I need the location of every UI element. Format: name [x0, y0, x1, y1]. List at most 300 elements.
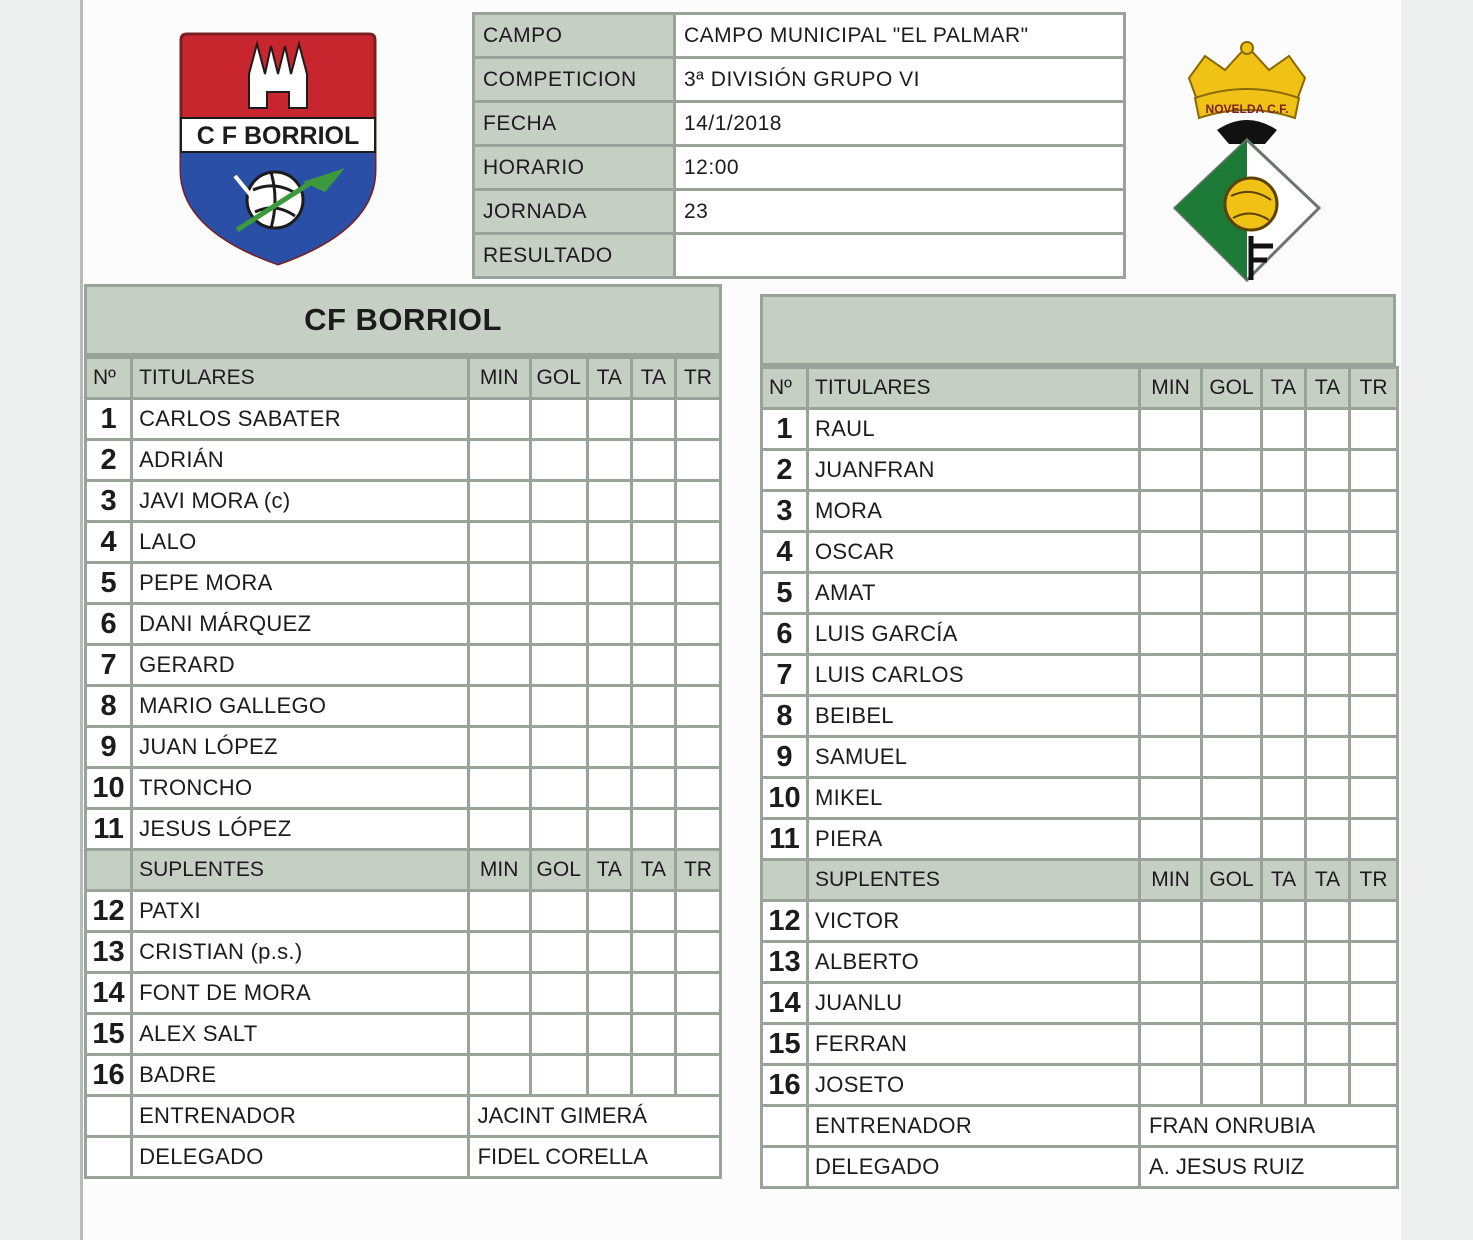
stat-cell[interactable]	[1262, 409, 1306, 450]
stat-cell[interactable]	[631, 563, 675, 604]
player-row	[762, 983, 1398, 1024]
player-number: 2	[762, 450, 808, 491]
stat-column-header: GOL	[1202, 368, 1262, 409]
stat-cell[interactable]	[587, 440, 631, 481]
stat-cell[interactable]	[1262, 1024, 1306, 1065]
stat-cell[interactable]	[1140, 532, 1202, 573]
player-number: 14	[762, 983, 808, 1024]
stat-cell[interactable]	[1262, 1065, 1306, 1106]
name-column-header: TITULARES	[808, 368, 1140, 409]
stat-column-header: TA	[1262, 368, 1306, 409]
player-name: MARIO GALLEGO	[132, 686, 469, 727]
stat-cell[interactable]	[1306, 573, 1350, 614]
stat-cell[interactable]	[1306, 1065, 1350, 1106]
cf-borriol-crest-icon	[175, 30, 381, 268]
player-number: 8	[762, 696, 808, 737]
player-number: 2	[86, 440, 132, 481]
player-number: 4	[762, 532, 808, 573]
stat-cell[interactable]	[587, 604, 631, 645]
stat-cell[interactable]	[631, 399, 675, 440]
stat-cell[interactable]	[587, 891, 631, 932]
player-name: LALO	[132, 522, 469, 563]
stat-cell[interactable]	[530, 1014, 587, 1055]
stat-cell[interactable]	[1350, 491, 1398, 532]
stat-cell[interactable]	[631, 809, 675, 850]
stat-cell[interactable]	[530, 399, 587, 440]
stat-cell[interactable]	[1262, 942, 1306, 983]
stat-cell[interactable]	[631, 932, 675, 973]
staff-blank-cell	[762, 1106, 808, 1147]
player-row	[762, 450, 1398, 491]
match-info-row	[474, 190, 1125, 234]
player-name: AMAT	[808, 573, 1140, 614]
player-number: 3	[762, 491, 808, 532]
player-number: 6	[762, 614, 808, 655]
stat-cell[interactable]	[587, 973, 631, 1014]
roster-header-row	[762, 368, 1398, 409]
stat-cell[interactable]	[1202, 819, 1262, 860]
stat-cell[interactable]	[1140, 450, 1202, 491]
stat-cell[interactable]	[1306, 778, 1350, 819]
stat-cell[interactable]	[675, 973, 720, 1014]
stat-column-header: GOL	[530, 850, 587, 891]
player-name: VICTOR	[808, 901, 1140, 942]
stat-cell[interactable]	[1306, 1024, 1350, 1065]
stat-cell[interactable]	[530, 645, 587, 686]
player-number: 1	[762, 409, 808, 450]
home-team-name: CF BORRIOL	[84, 284, 722, 356]
stat-cell[interactable]	[1140, 491, 1202, 532]
stat-cell[interactable]	[1140, 696, 1202, 737]
stat-cell[interactable]	[1350, 737, 1398, 778]
player-row	[86, 645, 721, 686]
player-name: TRONCHO	[132, 768, 469, 809]
match-info-row	[474, 234, 1125, 278]
stat-cell[interactable]	[587, 481, 631, 522]
stat-cell[interactable]	[1306, 532, 1350, 573]
staff-row	[762, 1106, 1398, 1147]
match-info-label: CAMPO	[474, 14, 675, 58]
stat-cell[interactable]	[1262, 532, 1306, 573]
stat-cell[interactable]	[675, 1055, 720, 1096]
player-name: PIERA	[808, 819, 1140, 860]
player-name: PEPE MORA	[132, 563, 469, 604]
player-number: 4	[86, 522, 132, 563]
player-name: JUANFRAN	[808, 450, 1140, 491]
stat-cell[interactable]	[530, 768, 587, 809]
stat-cell[interactable]	[1350, 901, 1398, 942]
stat-cell[interactable]	[1306, 901, 1350, 942]
stat-cell[interactable]	[1202, 901, 1262, 942]
stat-cell[interactable]	[1350, 778, 1398, 819]
player-number: 16	[762, 1065, 808, 1106]
stat-cell[interactable]	[1262, 737, 1306, 778]
player-row	[762, 819, 1398, 860]
away-roster-table	[760, 366, 1399, 1189]
stat-cell[interactable]	[675, 522, 720, 563]
stat-cell[interactable]	[675, 1014, 720, 1055]
stat-cell[interactable]	[587, 932, 631, 973]
player-number: 3	[86, 481, 132, 522]
stat-cell[interactable]	[631, 1055, 675, 1096]
stat-cell[interactable]	[530, 563, 587, 604]
player-number: 10	[762, 778, 808, 819]
player-name: BEIBEL	[808, 696, 1140, 737]
subs-number-blank	[86, 850, 132, 891]
stat-column-header: MIN	[1140, 368, 1202, 409]
player-name: BADRE	[132, 1055, 469, 1096]
staff-role: ENTRENADOR	[132, 1096, 469, 1137]
subs-number-blank	[762, 860, 808, 901]
stat-cell[interactable]	[675, 932, 720, 973]
stat-cell[interactable]	[1306, 737, 1350, 778]
player-row	[762, 491, 1398, 532]
stat-cell[interactable]	[1262, 655, 1306, 696]
stat-cell[interactable]	[1306, 983, 1350, 1024]
player-row	[86, 1055, 721, 1096]
player-number: 7	[762, 655, 808, 696]
stat-cell[interactable]	[1350, 450, 1398, 491]
stat-cell[interactable]	[1202, 737, 1262, 778]
stat-cell[interactable]	[587, 645, 631, 686]
stat-cell[interactable]	[1202, 655, 1262, 696]
player-number: 5	[86, 563, 132, 604]
stat-cell[interactable]	[675, 481, 720, 522]
staff-row	[86, 1096, 721, 1137]
player-number: 14	[86, 973, 132, 1014]
stat-cell[interactable]	[1350, 409, 1398, 450]
stat-cell[interactable]	[1140, 1024, 1202, 1065]
stat-column-header: TA	[1306, 860, 1350, 901]
player-row	[86, 481, 721, 522]
stat-cell[interactable]	[1306, 655, 1350, 696]
stat-cell[interactable]	[587, 809, 631, 850]
stat-cell[interactable]	[631, 686, 675, 727]
away-team-name	[760, 294, 1396, 366]
player-number: 8	[86, 686, 132, 727]
stat-cell[interactable]	[1202, 573, 1262, 614]
stat-cell[interactable]	[1306, 819, 1350, 860]
player-name: MORA	[808, 491, 1140, 532]
player-row	[762, 532, 1398, 573]
player-name: LUIS CARLOS	[808, 655, 1140, 696]
player-name: LUIS GARCÍA	[808, 614, 1140, 655]
stat-column-header: TA	[631, 850, 675, 891]
stat-column-header: TR	[1350, 860, 1398, 901]
stat-cell[interactable]	[530, 809, 587, 850]
stat-cell[interactable]	[1262, 983, 1306, 1024]
stat-cell[interactable]	[1350, 696, 1398, 737]
stat-cell[interactable]	[1202, 450, 1262, 491]
player-number: 5	[762, 573, 808, 614]
stat-cell[interactable]	[468, 481, 530, 522]
player-row	[762, 901, 1398, 942]
player-row	[762, 942, 1398, 983]
stat-cell[interactable]	[631, 645, 675, 686]
stat-cell[interactable]	[675, 768, 720, 809]
stat-cell[interactable]	[530, 932, 587, 973]
stat-cell[interactable]	[1202, 1065, 1262, 1106]
player-number: 11	[762, 819, 808, 860]
player-row	[86, 768, 721, 809]
stat-column-header: TA	[1262, 860, 1306, 901]
stat-cell[interactable]	[530, 686, 587, 727]
stat-column-header: TA	[587, 358, 631, 399]
player-row	[762, 778, 1398, 819]
away-team-panel	[760, 294, 1396, 1189]
home-roster-table	[84, 356, 722, 1179]
home-team-panel	[84, 284, 722, 1179]
crest-label: C F BORRIOL	[196, 122, 360, 150]
stat-cell[interactable]	[1140, 614, 1202, 655]
stat-cell[interactable]	[1202, 532, 1262, 573]
stat-cell[interactable]	[631, 481, 675, 522]
stat-cell[interactable]	[468, 686, 530, 727]
stat-column-header: TA	[631, 358, 675, 399]
player-number: 11	[86, 809, 132, 850]
stat-cell[interactable]	[1350, 1024, 1398, 1065]
stat-cell[interactable]	[468, 891, 530, 932]
stat-cell[interactable]	[468, 973, 530, 1014]
stat-cell[interactable]	[1350, 573, 1398, 614]
player-row	[86, 563, 721, 604]
staff-row	[86, 1137, 721, 1178]
stat-column-header: MIN	[1140, 860, 1202, 901]
player-number: 9	[86, 727, 132, 768]
staff-blank-cell	[86, 1137, 132, 1178]
stat-cell[interactable]	[1262, 901, 1306, 942]
stat-cell[interactable]	[631, 727, 675, 768]
stat-cell[interactable]	[530, 522, 587, 563]
stat-cell[interactable]	[468, 1014, 530, 1055]
stat-cell[interactable]	[631, 440, 675, 481]
roster-header-row	[86, 358, 721, 399]
stat-cell[interactable]	[468, 440, 530, 481]
number-column-header: Nº	[762, 368, 808, 409]
stat-cell[interactable]	[530, 481, 587, 522]
player-row	[86, 932, 721, 973]
staff-blank-cell	[762, 1147, 808, 1188]
stat-cell[interactable]	[1202, 409, 1262, 450]
player-row	[86, 727, 721, 768]
stat-cell[interactable]	[631, 891, 675, 932]
stat-cell[interactable]	[675, 686, 720, 727]
stat-cell[interactable]	[587, 563, 631, 604]
stat-cell[interactable]	[1140, 1065, 1202, 1106]
stat-cell[interactable]	[1350, 614, 1398, 655]
match-info-row	[474, 58, 1125, 102]
player-name: DANI MÁRQUEZ	[132, 604, 469, 645]
stat-cell[interactable]	[675, 645, 720, 686]
player-name: GERARD	[132, 645, 469, 686]
player-row	[86, 686, 721, 727]
stat-cell[interactable]	[1202, 614, 1262, 655]
player-row	[86, 522, 721, 563]
stat-column-header: TR	[1350, 368, 1398, 409]
stat-cell[interactable]	[468, 1055, 530, 1096]
player-number: 10	[86, 768, 132, 809]
player-number: 16	[86, 1055, 132, 1096]
stat-cell[interactable]	[1350, 532, 1398, 573]
stat-cell[interactable]	[468, 604, 530, 645]
name-column-header: TITULARES	[132, 358, 469, 399]
stat-cell[interactable]	[1140, 819, 1202, 860]
player-row	[762, 1065, 1398, 1106]
stat-cell[interactable]	[631, 768, 675, 809]
player-name: ALBERTO	[808, 942, 1140, 983]
stat-cell[interactable]	[1202, 942, 1262, 983]
stat-column-header: MIN	[468, 850, 530, 891]
match-info-row	[474, 146, 1125, 190]
stat-cell[interactable]	[468, 809, 530, 850]
player-row	[762, 737, 1398, 778]
player-row	[762, 1024, 1398, 1065]
stat-cell[interactable]	[631, 522, 675, 563]
match-info-table	[472, 12, 1126, 279]
stat-cell[interactable]	[1350, 983, 1398, 1024]
stat-cell[interactable]	[1140, 573, 1202, 614]
stat-cell[interactable]	[1202, 1024, 1262, 1065]
stat-cell[interactable]	[1262, 450, 1306, 491]
player-number: 13	[762, 942, 808, 983]
stat-cell[interactable]	[1262, 491, 1306, 532]
player-number: 12	[86, 891, 132, 932]
stat-cell[interactable]	[587, 686, 631, 727]
stat-cell[interactable]	[587, 522, 631, 563]
stat-cell[interactable]	[1350, 942, 1398, 983]
match-info-label: RESULTADO	[474, 234, 675, 278]
stat-cell[interactable]	[1350, 819, 1398, 860]
stat-cell[interactable]	[530, 440, 587, 481]
stat-cell[interactable]	[631, 604, 675, 645]
stat-cell[interactable]	[587, 768, 631, 809]
stat-cell[interactable]	[675, 399, 720, 440]
stat-cell[interactable]	[1202, 778, 1262, 819]
player-row	[762, 614, 1398, 655]
stat-cell[interactable]	[631, 1014, 675, 1055]
subs-header-row	[762, 860, 1398, 901]
stat-cell[interactable]	[1140, 409, 1202, 450]
stat-cell[interactable]	[530, 973, 587, 1014]
match-info-value	[675, 234, 1125, 278]
stat-cell[interactable]	[1140, 778, 1202, 819]
stat-cell[interactable]	[530, 1055, 587, 1096]
stat-cell[interactable]	[675, 604, 720, 645]
number-column-header: Nº	[86, 358, 132, 399]
player-name: JOSETO	[808, 1065, 1140, 1106]
stat-cell[interactable]	[1140, 655, 1202, 696]
stat-cell[interactable]	[468, 727, 530, 768]
stat-column-header: TA	[1306, 368, 1350, 409]
stat-cell[interactable]	[675, 891, 720, 932]
stat-cell[interactable]	[1306, 696, 1350, 737]
novelda-cf-crest-icon	[1169, 40, 1325, 286]
match-info-label: JORNADA	[474, 190, 675, 234]
player-number: 1	[86, 399, 132, 440]
stat-cell[interactable]	[675, 440, 720, 481]
player-name: ADRIÁN	[132, 440, 469, 481]
stat-cell[interactable]	[675, 809, 720, 850]
player-row	[86, 891, 721, 932]
player-name: RAUL	[808, 409, 1140, 450]
stat-cell[interactable]	[1306, 614, 1350, 655]
stat-cell[interactable]	[468, 932, 530, 973]
stat-cell[interactable]	[1202, 983, 1262, 1024]
player-name: CARLOS SABATER	[132, 399, 469, 440]
stat-column-header: TA	[587, 850, 631, 891]
stat-cell[interactable]	[587, 399, 631, 440]
stat-cell[interactable]	[675, 563, 720, 604]
stat-cell[interactable]	[1262, 778, 1306, 819]
stat-column-header: GOL	[530, 358, 587, 399]
stat-cell[interactable]	[1140, 942, 1202, 983]
stat-cell[interactable]	[468, 768, 530, 809]
stat-cell[interactable]	[1140, 983, 1202, 1024]
stat-cell[interactable]	[1202, 696, 1262, 737]
player-row	[762, 573, 1398, 614]
player-number: 7	[86, 645, 132, 686]
stat-cell[interactable]	[530, 604, 587, 645]
player-number: 13	[86, 932, 132, 973]
stat-cell[interactable]	[1262, 696, 1306, 737]
player-name: PATXI	[132, 891, 469, 932]
stat-cell[interactable]	[1306, 409, 1350, 450]
player-name: JESUS LÓPEZ	[132, 809, 469, 850]
staff-blank-cell	[86, 1096, 132, 1137]
match-info-label: FECHA	[474, 102, 675, 146]
stat-cell[interactable]	[1262, 614, 1306, 655]
player-number: 12	[762, 901, 808, 942]
player-row	[762, 409, 1398, 450]
stat-cell[interactable]	[675, 727, 720, 768]
stat-column-header: GOL	[1202, 860, 1262, 901]
stat-cell[interactable]	[1262, 819, 1306, 860]
stat-cell[interactable]	[530, 727, 587, 768]
match-info-value: 12:00	[675, 146, 1125, 190]
stat-cell[interactable]	[587, 1014, 631, 1055]
stat-cell[interactable]	[1306, 491, 1350, 532]
stat-cell[interactable]	[1350, 1065, 1398, 1106]
stat-cell[interactable]	[530, 891, 587, 932]
stat-cell[interactable]	[631, 973, 675, 1014]
player-row	[86, 604, 721, 645]
stat-cell[interactable]	[468, 563, 530, 604]
match-info-label: HORARIO	[474, 146, 675, 190]
player-row	[86, 399, 721, 440]
player-row	[86, 440, 721, 481]
stat-column-header: TR	[675, 850, 720, 891]
stat-cell[interactable]	[1306, 942, 1350, 983]
stat-cell[interactable]	[468, 399, 530, 440]
subs-header-row	[86, 850, 721, 891]
player-name: JAVI MORA (c)	[132, 481, 469, 522]
stat-cell[interactable]	[587, 1055, 631, 1096]
stat-cell[interactable]	[1140, 737, 1202, 778]
player-row	[86, 973, 721, 1014]
stat-cell[interactable]	[1262, 573, 1306, 614]
stat-cell[interactable]	[1350, 655, 1398, 696]
stat-cell[interactable]	[587, 727, 631, 768]
stat-cell[interactable]	[1140, 901, 1202, 942]
stat-cell[interactable]	[1202, 491, 1262, 532]
player-name: FERRAN	[808, 1024, 1140, 1065]
stat-cell[interactable]	[468, 522, 530, 563]
crest-ribbon-text: NOVELDA C.F.	[1205, 102, 1289, 116]
staff-role: ENTRENADOR	[808, 1106, 1140, 1147]
stat-cell[interactable]	[468, 645, 530, 686]
player-name: JUAN LÓPEZ	[132, 727, 469, 768]
stat-cell[interactable]	[1306, 450, 1350, 491]
